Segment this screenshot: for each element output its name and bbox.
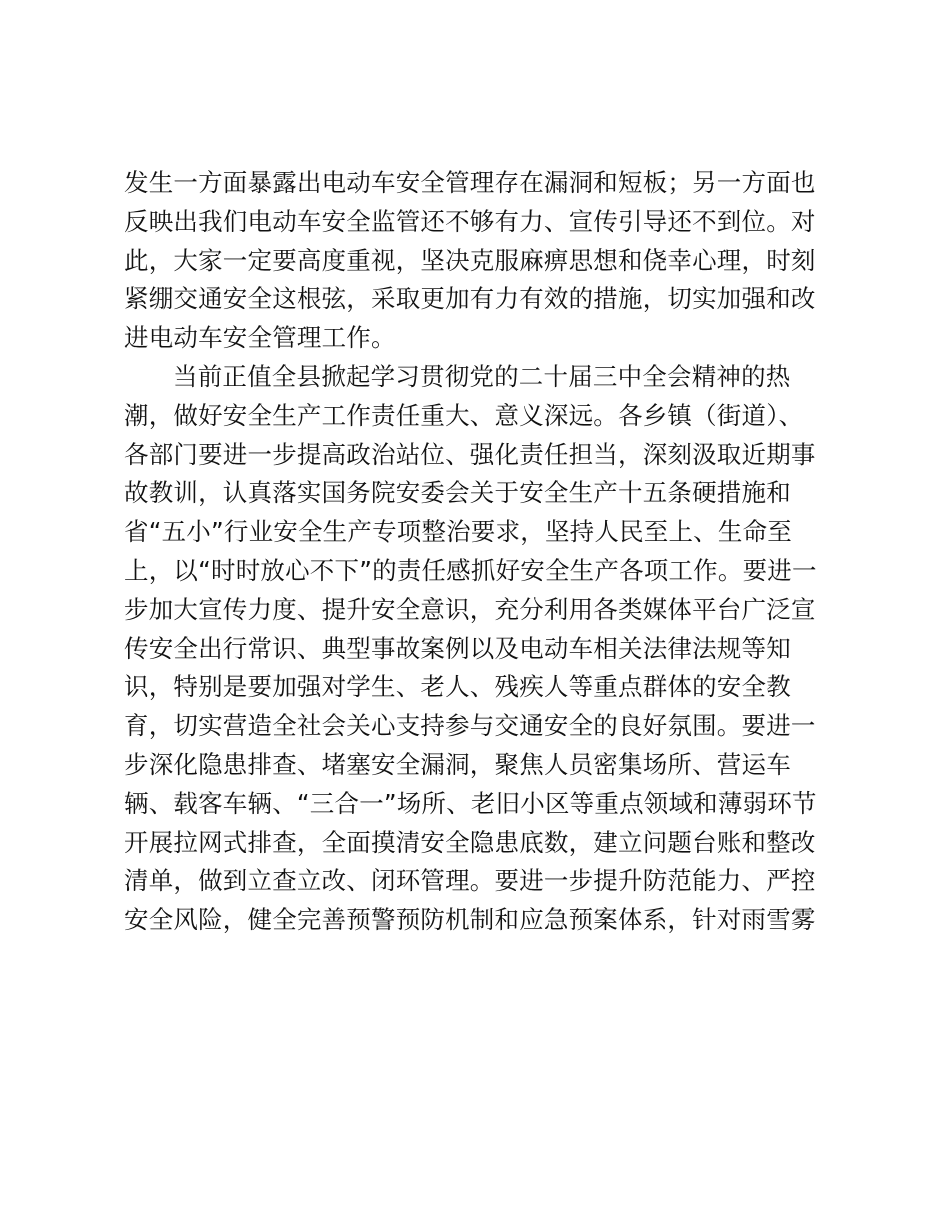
paragraph-line: 传安全出行常识、典型事故案例以及电动车相关法律法规等知: [124, 633, 791, 663]
paragraph-line: 步加大宣传力度、提升安全意识，充分利用各类媒体平台广泛宣: [124, 594, 816, 624]
paragraph-line: 当前正值全县掀起学习贯彻党的二十届三中全会精神的热: [173, 362, 791, 391]
paragraph-line: 省“五小”行业安全生产专项整治要求，坚持人民至上、生命至: [124, 517, 792, 547]
paragraph-line: 潮，做好安全生产工作责任重大、意义深远。各乡镇（街道）、: [124, 400, 804, 430]
paragraph-line: 此，大家一定要高度重视，坚决克服麻痹思想和侥幸心理，时刻: [124, 245, 816, 275]
paragraph-line: 进电动车安全管理工作。: [124, 323, 396, 353]
paragraph-2: [124, 358, 834, 940]
paragraph-line: 安全风险，健全完善预警预防机制和应急预案体系，针对雨雪雾: [124, 905, 816, 935]
paragraph-1: [124, 164, 834, 358]
paragraph-line: 识，特别是要加强对学生、老人、残疾人等重点群体的安全教: [124, 672, 791, 702]
paragraph-line: 辆、载客车辆、“三合一”场所、老旧小区等重点领域和薄弱环节: [124, 788, 817, 818]
paragraph-line: 紧绷交通安全这根弦，采取更加有力有效的措施，切实加强和改: [124, 284, 816, 314]
paragraph-line: 开展拉网式排查，全面摸清安全隐患底数，建立问题台账和整改: [124, 827, 816, 857]
paragraph-line: 发生一方面暴露出电动车安全管理存在漏洞和短板；另一方面也: [124, 168, 816, 197]
paragraph-line: 步深化隐患排查、堵塞安全漏洞，聚焦人员密集场所、营运车: [124, 749, 791, 779]
paragraph-line: 反映出我们电动车安全监管还不够有力、宣传引导还不到位。对: [124, 206, 816, 236]
paragraph-line: 清单，做到立查立改、闭环管理。要进一步提升防范能力、严控: [124, 866, 816, 896]
paragraph-line: 育，切实营造全社会关心支持参与交通安全的良好氛围。要进一: [124, 711, 816, 741]
paragraph-line: 各部门要进一步提高政治站位、强化责任担当，深刻汲取近期事: [124, 439, 816, 469]
paragraph-line: 上，以“时时放心不下”的责任感抓好安全生产各项工作。要进一: [124, 555, 817, 585]
paragraph-line: 故教训，认真落实国务院安委会关于安全生产十五条硬措施和: [124, 478, 791, 508]
